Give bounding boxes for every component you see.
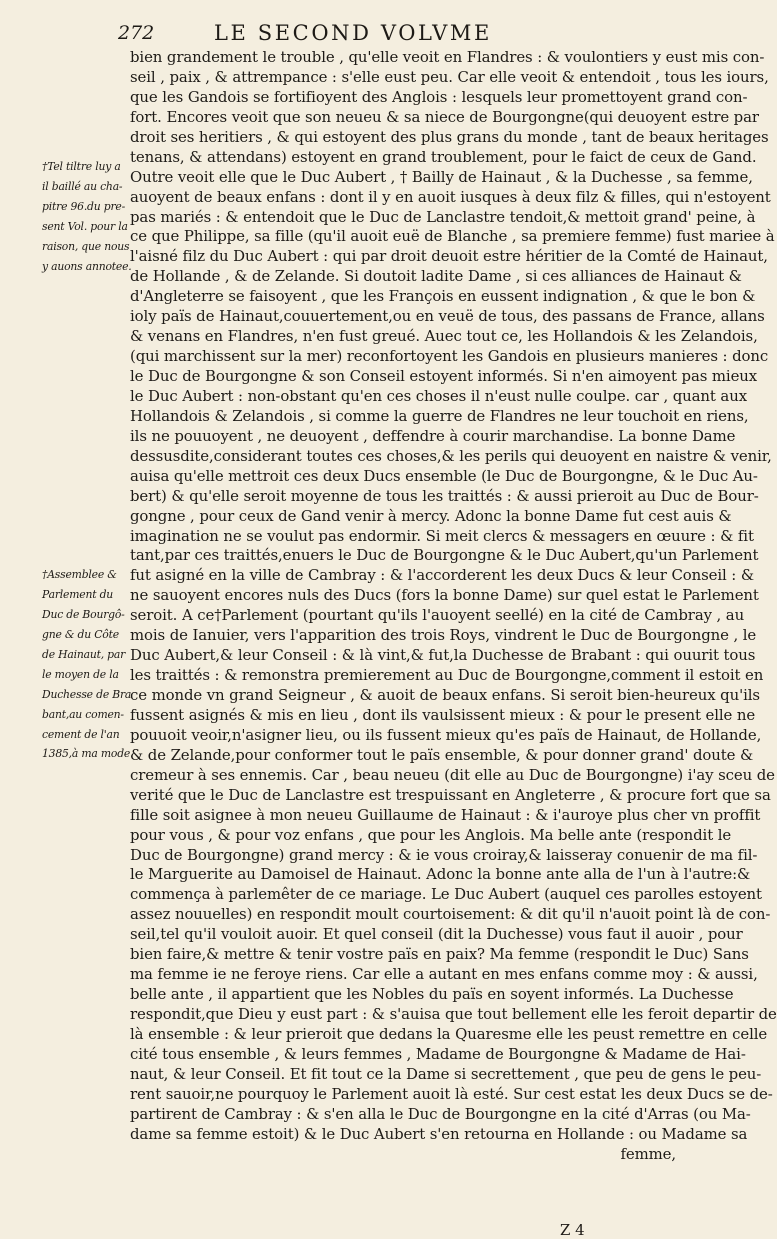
text-line: Outre veoit elle que le Duc Aubert , † Bailly de Hainaut , & la Duchesse , sa femme, bbox=[130, 167, 753, 186]
margin-note-line: sent Vol. pour la bbox=[42, 219, 128, 233]
text-line: tenans, & attendans) estoyent en grand troublement, pour le faict de ceux de Gand. bbox=[130, 147, 757, 166]
text-line: le Duc Aubert : non-obstant qu'en ces choses il n'eust nulle coulpe. car , quant aux bbox=[130, 386, 748, 405]
text-line: naut, & leur Conseil. Et fit tout ce la Dame si secrettement , que peu de gens le peu- bbox=[130, 1064, 762, 1083]
text-line: de Hollande , & de Zelande. Si doutoit ladite Dame , si ces alliances de Hainaut & bbox=[130, 267, 742, 286]
text-line: le Marguerite au Damoisel de Hainaut. Adonc la bonne ante alla de l'un à l'autre:& bbox=[130, 865, 751, 884]
text-line: assez nouuelles) en respondit moult courtoisement: & dit qu'il n'auoit point là de con- bbox=[130, 905, 771, 924]
text-line: femme, bbox=[620, 1144, 676, 1163]
margin-note-line: 1385,à ma mode. bbox=[42, 747, 134, 761]
text-line: cité tous ensemble , & leurs femmes , Madame de Bourgongne & Madame de Hai- bbox=[130, 1044, 746, 1063]
text-line: fussent asignés & mis en lieu , dont ils vaulsissent mieux : & pour le present elle ne bbox=[130, 705, 756, 724]
text-line: gongne , pour ceux de Gand venir à mercy. Adonc la bonne Dame fut cest auis & bbox=[130, 506, 732, 525]
margin-note-assembly bbox=[42, 565, 134, 764]
text-line: fort. Encores veoit que son neueu & sa niece de Bourgongne(qui deuoyent estre par bbox=[130, 107, 759, 126]
margin-note-line: bant,au comen- bbox=[42, 707, 124, 721]
text-line: ce que Philippe, sa fille (qu'il auoit euë de Blanche , sa premiere femme) fust mariee à bbox=[130, 227, 775, 246]
text-line: auisa qu'elle mettroit ces deux Ducs ensemble (le Duc de Bourgongne, & le Duc Au- bbox=[130, 466, 758, 485]
text-line: commença à parlemêter de ce mariage. Le Duc Aubert (auquel ces parolles estoyent bbox=[130, 885, 762, 904]
text-line: Hollandois & Zelandois , si comme la guerre de Flandres ne leur touchoit en riens, bbox=[130, 406, 749, 425]
margin-note-title bbox=[42, 157, 132, 277]
text-line: bien faire,& mettre & tenir vostre païs en paix? Ma femme (respondit le Duc) Sans bbox=[130, 945, 749, 964]
margin-note-line: Duc de Bourgô- bbox=[42, 607, 125, 621]
margin-note-line: cement de l'an bbox=[42, 727, 120, 741]
margin-note-line: de Hainaut, par bbox=[42, 647, 126, 661]
text-line: & venans en Flandres, n'en fust greué. Auec tout ce, les Hollandois & les Zelandois, bbox=[130, 327, 758, 346]
text-line: que les Gandois se fortifioyent des Anglois : lesquels leur promettoyent grand con- bbox=[130, 87, 748, 106]
text-line: dame sa femme estoit) & le Duc Aubert s'en retourna en Hollande : ou Madame sa bbox=[130, 1124, 748, 1143]
running-title: LE SECOND VOLVME bbox=[214, 21, 492, 45]
margin-note-line: pitre 96.du pre- bbox=[42, 199, 126, 213]
text-line: ce monde vn grand Seigneur , & auoit de beaux enfans. Si seroit bien-heureux qu'ils bbox=[130, 686, 760, 704]
text-line: respondit,que Dieu y eust part : & s'auisa que tout bellement elle les feroit departir de bbox=[130, 1005, 777, 1023]
text-line: ils ne pouuoyent , ne deuoyent , deffendre à courir marchandise. La bonne Dame bbox=[130, 426, 736, 445]
text-line: ma femme ie ne feroye riens. Car elle a autant en mes enfans comme moy : & aussi, bbox=[130, 965, 758, 984]
text-line: d'Angleterre se faisoyent , que les François en eussent indignation , & que le bon & bbox=[130, 287, 756, 306]
text-line: rent sauoir,ne pourquoy le Parlement auoit là esté. Sur cest estat les deux Ducs se de- bbox=[130, 1084, 773, 1103]
signature-mark: Z 4 bbox=[560, 1221, 585, 1239]
text-line: cremeur à ses ennemis. Car , beau neueu (dit elle au Duc de Bourgongne) i'ay sceu de bbox=[130, 765, 775, 784]
text-line: le Duc de Bourgongne & son Conseil estoyent informés. Si n'en aimoyent pas mieux bbox=[130, 367, 758, 385]
text-line: partirent de Cambray : & s'en alla le Duc de Bourgongne en la cité d'Arras (ou Ma- bbox=[130, 1104, 751, 1123]
text-line: Duc Aubert,& leur Conseil : & là vint,& fut,la Duchesse de Brabant : qui ouurit tous bbox=[130, 646, 756, 665]
margin-note-line: Parlement du bbox=[42, 587, 114, 601]
text-line: auoyent de beaux enfans : dont il y en auoit iusques à deux filz & filles, qui n'estoyent bbox=[130, 187, 771, 206]
text-line: & de Zelande,pour conformer tout le païs ensemble, & pour donner grand' doute & bbox=[130, 745, 754, 764]
text-line: tant,par ces traittés,enuers le Duc de Bourgongne & le Duc Aubert,qu'un Parlement bbox=[130, 546, 759, 565]
text-line: fut asigné en la ville de Cambray : & l'accorderent les deux Ducs & leur Conseil : & bbox=[130, 566, 755, 585]
margin-note-line: le moyen de la bbox=[42, 667, 119, 681]
margin-note-line: †Assemblee & bbox=[42, 568, 117, 581]
margin-note-line: gne & du Côte bbox=[42, 627, 119, 641]
text-line: l'aisné filz du Duc Aubert : qui par droit deuoit estre héritier de la Comté de Hainaut, bbox=[130, 247, 768, 266]
text-line: bien grandement le trouble , qu'elle veoit en Flandres : & voulontiers y eust mis con- bbox=[130, 48, 765, 66]
text-line: là ensemble : & leur prieroit que dedans la Quaresme elle les peust remettre en celle bbox=[130, 1024, 768, 1043]
text-line: les traittés : & remonstra premierement au Duc de Bourgongne,comment il estoit en bbox=[130, 666, 764, 685]
text-line: (qui marchissent sur la mer) reconfortoyent les Gandois en plusieurs manieres : donc bbox=[130, 347, 769, 366]
text-line: ne sauoyent encores nuls des Ducs (fors la bonne Dame) sur quel estat le Parlement bbox=[130, 586, 759, 605]
text-line: seil , paix , & attrempance : s'elle eust peu. Car elle veoit & entendoit , tous les iours, bbox=[130, 67, 769, 86]
main-text-column bbox=[130, 48, 777, 1165]
margin-note-line: il baillé au cha- bbox=[42, 179, 123, 193]
text-line: ioly païs de Hainaut,couuertement,ou en veuë de tous, des passans de France, allans bbox=[130, 307, 765, 326]
text-line: fille soit asignee à mon neueu Guillaume de Hainaut : & i'auroye plus cher vn proffit bbox=[130, 805, 761, 824]
text-line: Duc de Bourgongne) grand mercy : & ie vous croiray,& laisseray conuenir de ma fil- bbox=[130, 845, 758, 864]
text-line: bert) & qu'elle seroit moyenne de tous les traittés : & aussi prieroit au Duc de Bour- bbox=[130, 486, 759, 505]
text-line: verité que le Duc de Lanclastre est trespuissant en Angleterre , & procure fort que sa bbox=[130, 785, 771, 804]
page-header bbox=[118, 22, 688, 46]
text-line: belle ante , il appartient que les Nobles du païs en soyent informés. La Duchesse bbox=[130, 985, 734, 1004]
text-line: imagination ne se voulut pas endormir. Si meit clercs & messagers en œuure : & fit bbox=[130, 526, 754, 545]
margin-note-line: †Tel tiltre luy a bbox=[42, 160, 121, 173]
text-line: seil,tel qu'il vouloit auoir. Et quel conseil (dit la Duchesse) vous faut il auoir , pour bbox=[130, 925, 743, 944]
text-line: pas mariés : & entendoit que le Duc de Lanclastre tendoit,& mettoit grand' peine, à bbox=[130, 207, 756, 226]
text-line: seroit. A ce†Parlement (pourtant qu'ils l'auoyent seellé) en la cité de Cambray , au bbox=[130, 606, 745, 625]
margin-note-line: Duchesse de Bra bbox=[42, 687, 132, 701]
text-line: pouuoit veoir,n'asigner lieu, ou ils fussent mieux qu'es païs de Hainaut, de Hollande, bbox=[130, 725, 762, 744]
text-line: dessusdite,considerant toutes ces choses,& les perils qui deuoyent en naistre & venir, bbox=[130, 446, 772, 465]
text-line: droit ses heritiers , & qui estoyent des plus grans du monde , tant de beaux heritages bbox=[130, 127, 769, 146]
page-number: 272 bbox=[118, 22, 155, 44]
text-line: pour vous , & pour voz enfans , que pour les Anglois. Ma belle ante (respondit le bbox=[130, 825, 732, 844]
text-line: mois de Ianuier, vers l'apparition des trois Roys, vindrent le Duc de Bourgongne , le bbox=[130, 626, 757, 645]
margin-note-line: y auons annotee. bbox=[42, 259, 132, 273]
margin-note-line: raison, que nous bbox=[42, 239, 130, 253]
